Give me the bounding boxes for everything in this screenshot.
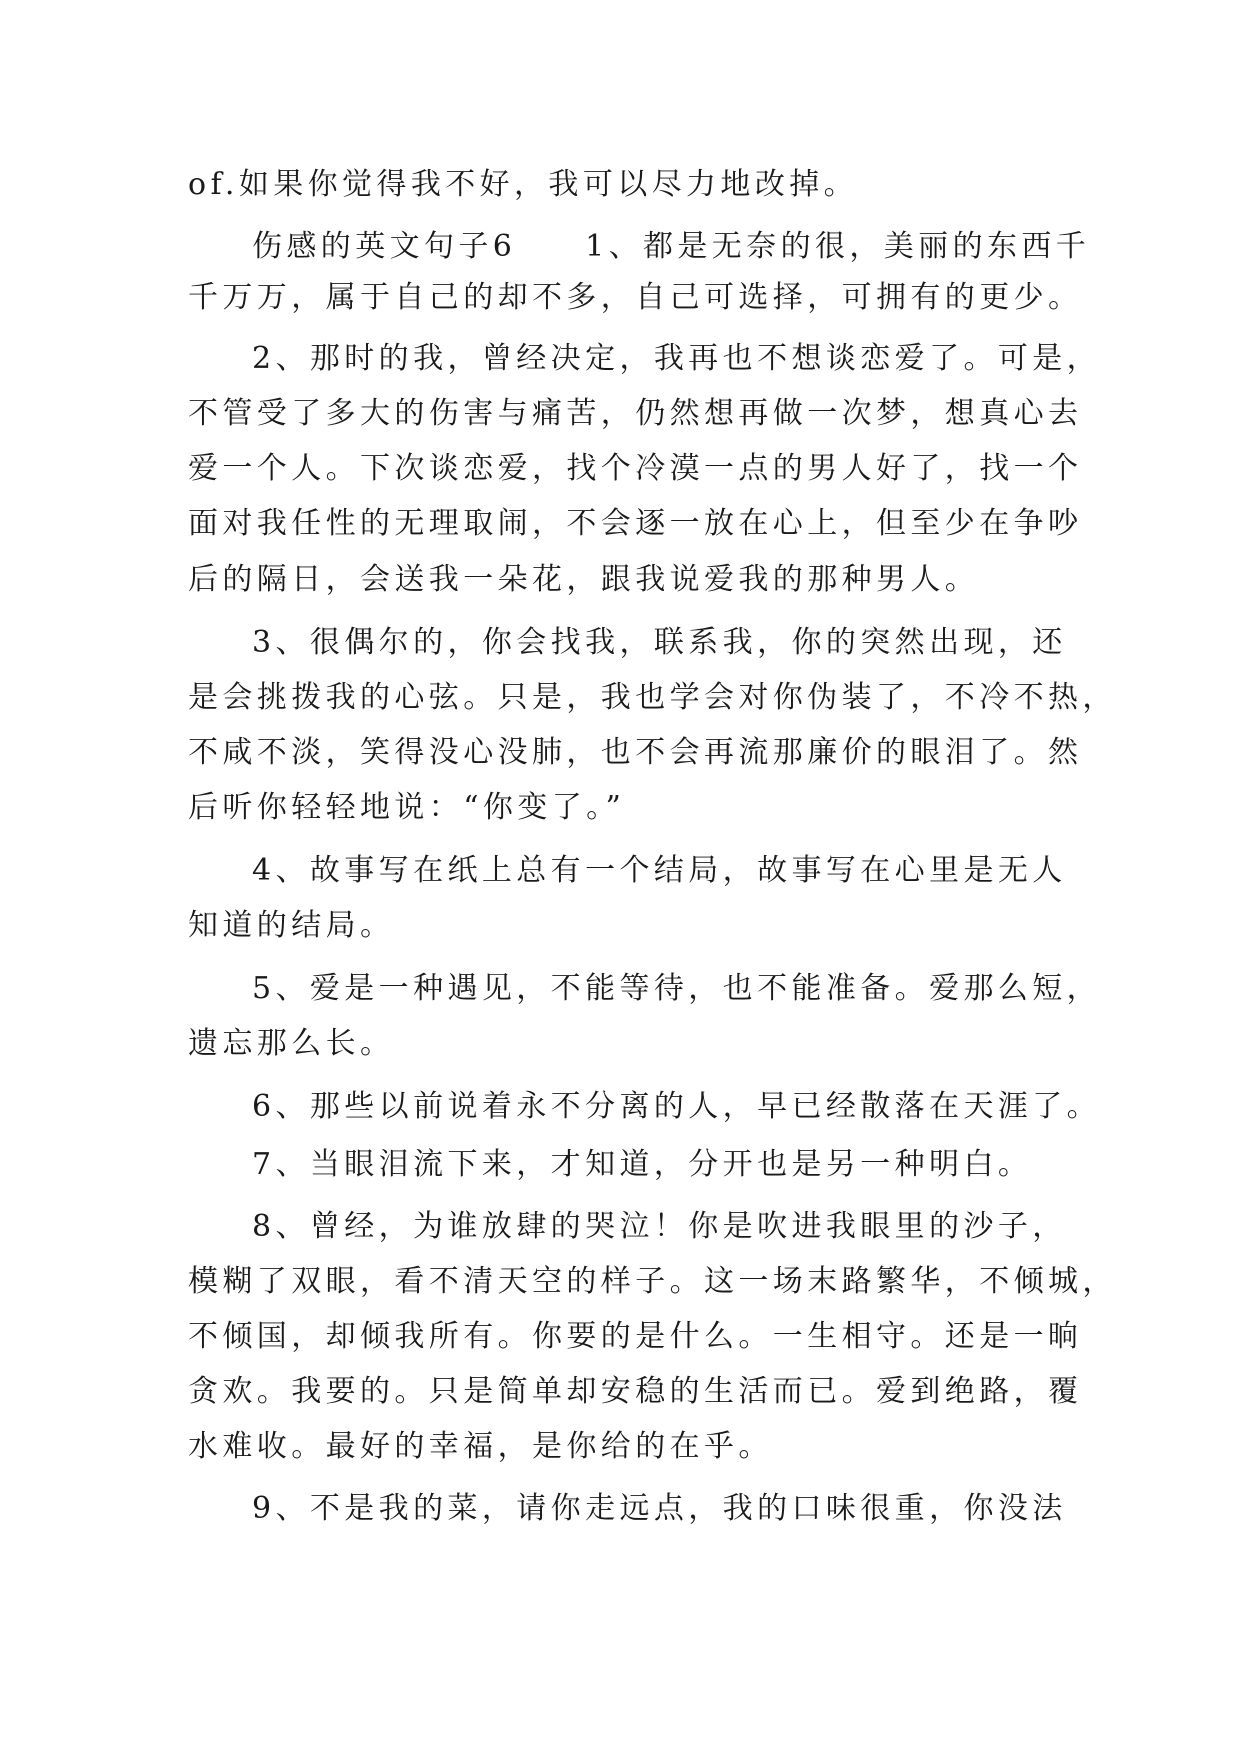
text-line: 2、那时的我，曾经决定，我再也不想谈恋爱了。可是， — [252, 341, 1102, 376]
text-line: 3、很偶尔的，你会找我，联系我，你的突然出现，还 — [252, 625, 1067, 660]
text-line: 模糊了双眼，看不清天空的样子。这一场末路繁华，不倾城， — [188, 1264, 1117, 1299]
text-line: 4、故事写在纸上总有一个结局，故事写在心里是无人 — [252, 853, 1067, 888]
text-line: 面对我任性的无理取闹，不会逐一放在心上，但至少在争吵 — [188, 506, 1083, 541]
text-line: 伤感的英文句子6 1、都是无奈的很，美丽的东西千 — [252, 229, 1091, 264]
text-line: 知道的结局。 — [188, 908, 395, 943]
text-line: 后的隔日，会送我一朵花，跟我说爱我的那种男人。 — [188, 562, 980, 597]
text-line: 5、爱是一种遇见，不能等待，也不能准备。爱那么短， — [252, 971, 1102, 1006]
text-line: 8、曾经，为谁放肆的哭泣！你是吹进我眼里的沙子， — [252, 1209, 1067, 1244]
text-line: 不管受了多大的伤害与痛苦，仍然想再做一次梦，想真心去 — [188, 396, 1083, 431]
text-line: 贪欢。我要的。只是简单却安稳的生活而已。爱到绝路，覆 — [188, 1374, 1083, 1409]
text-line: 6、那些以前说着永不分离的人，早已经散落在天涯了。 — [252, 1089, 1102, 1124]
text-line: 水难收。最好的幸福，是你给的在乎。 — [188, 1429, 773, 1464]
text-line: 爱一个人。下次谈恋爱，找个冷漠一点的男人好了，找一个 — [188, 451, 1083, 486]
text-line: 不咸不淡，笑得没心没肺，也不会再流那廉价的眼泪了。然 — [188, 735, 1083, 770]
text-line: 9、不是我的菜，请你走远点，我的口味很重，你没法 — [252, 1491, 1067, 1526]
text-line: 不倾国，却倾我所有。你要的是什么。一生相守。还是一晌 — [188, 1319, 1083, 1354]
text-line: 7、当眼泪流下来，才知道，分开也是另一种明白。 — [252, 1147, 1033, 1182]
text-line: 后听你轻轻地说：“你变了。” — [188, 790, 626, 825]
text-line: 是会挑拨我的心弦。只是，我也学会对你伪装了，不冷不热， — [188, 680, 1117, 715]
text-line: of.如果你觉得我不好，我可以尽力地改掉。 — [188, 167, 859, 202]
text-line: 遗忘那么长。 — [188, 1026, 395, 1061]
text-line: 千万万，属于自己的却不多，自己可选择，可拥有的更少。 — [188, 280, 1083, 315]
